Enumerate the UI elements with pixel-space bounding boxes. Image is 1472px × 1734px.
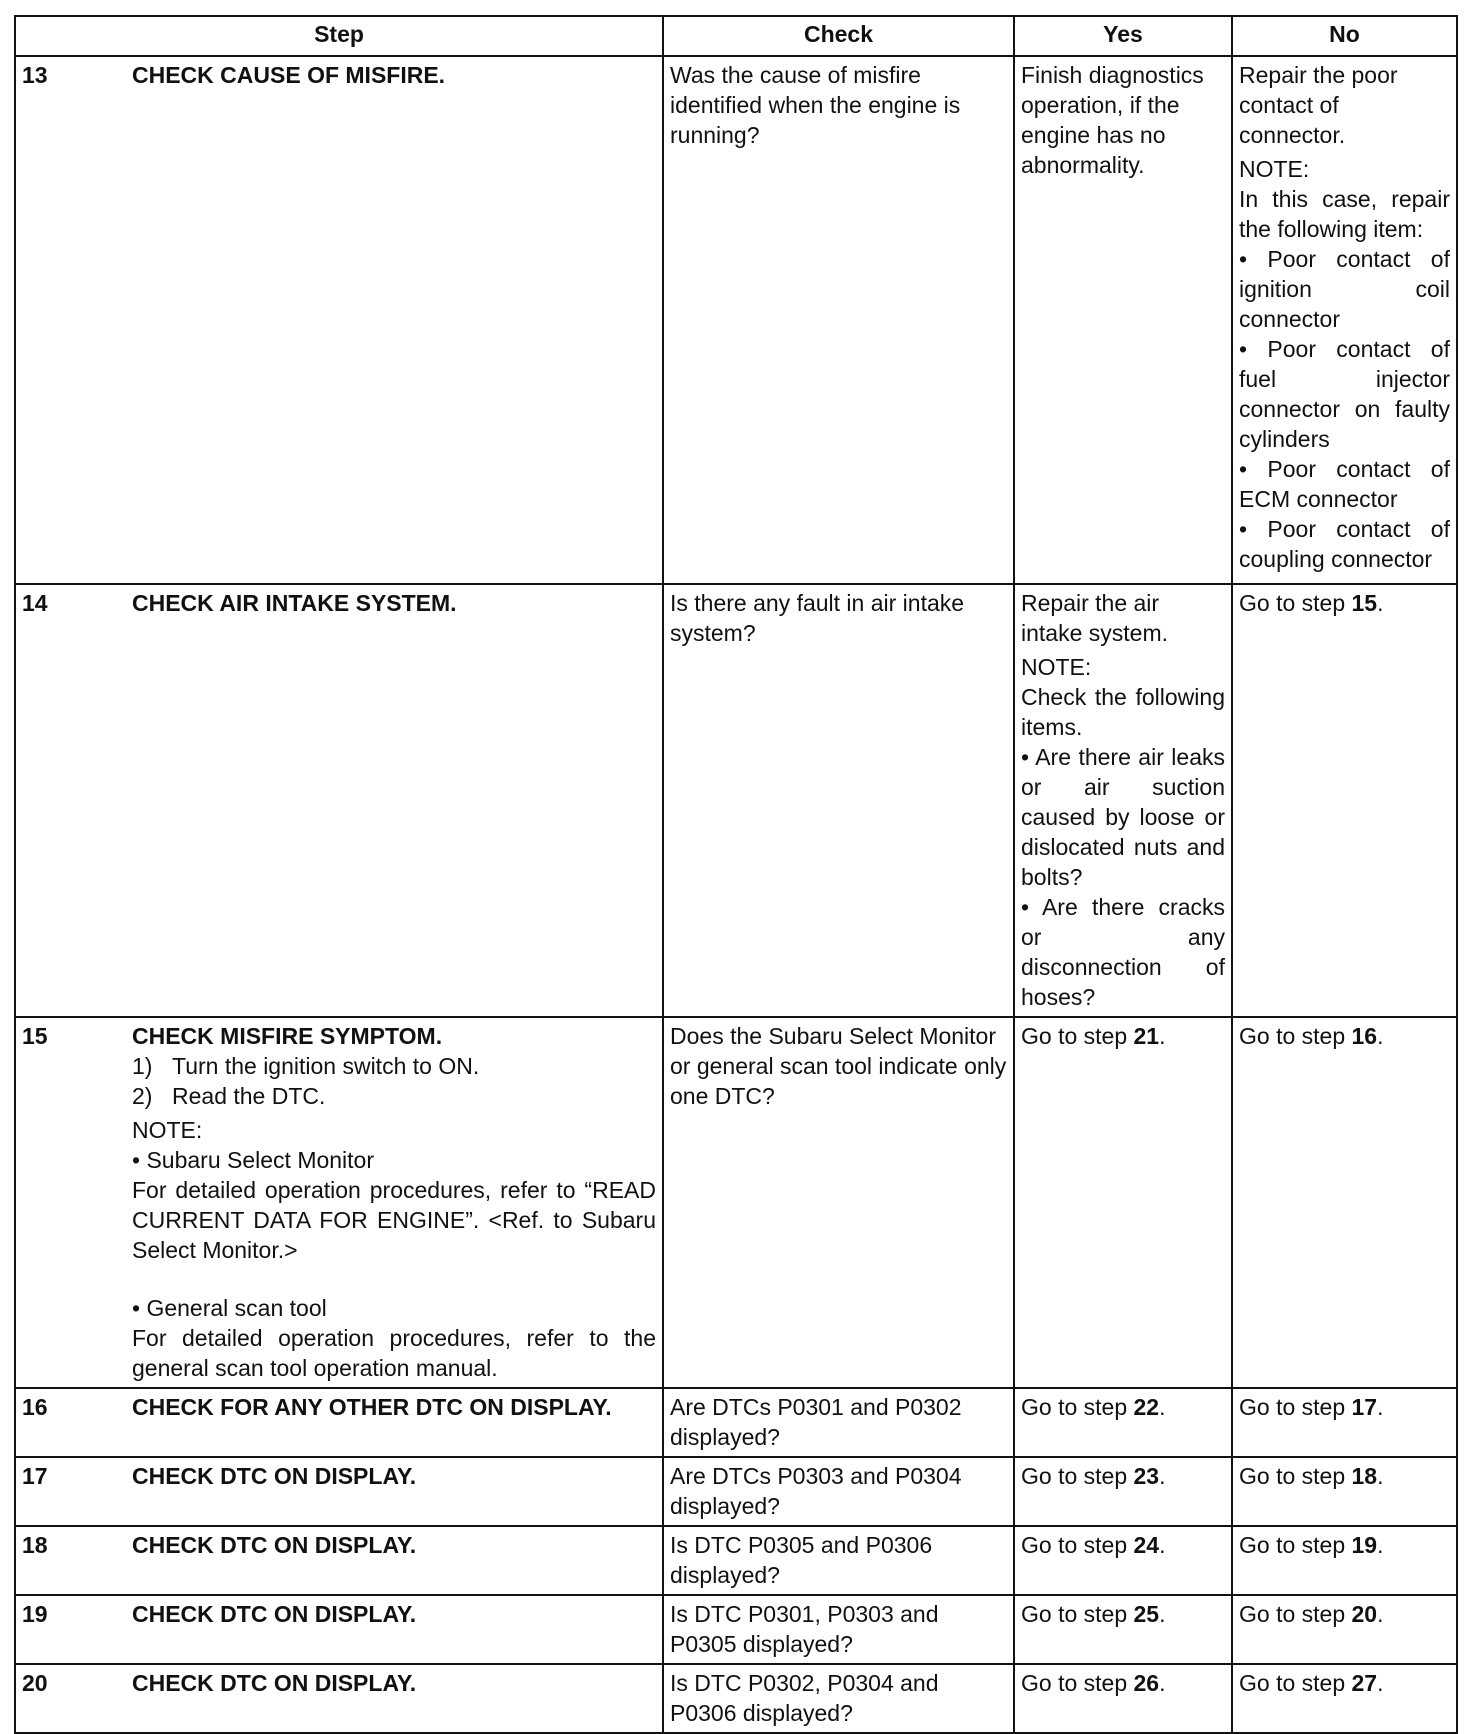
note-bullet: • Are there cracks or any disconnection of hoses? bbox=[1021, 894, 1225, 1010]
yes-cell bbox=[1014, 1664, 1232, 1733]
yes-cell bbox=[1014, 584, 1232, 1017]
step-title: CHECK DTC ON DISPLAY. bbox=[132, 1601, 417, 1627]
procedure-text: Read the DTC. bbox=[172, 1083, 326, 1109]
yes-cell: Finish diagnostics operation, if the engine has no abnormality. bbox=[1014, 56, 1232, 584]
note-label: NOTE: bbox=[1239, 156, 1310, 182]
goto-step-link: 21 bbox=[1133, 1023, 1160, 1049]
step-title: CHECK FOR ANY OTHER DTC ON DISPLAY. bbox=[132, 1394, 612, 1420]
step-title: CHECK DTC ON DISPLAY. bbox=[132, 1532, 417, 1558]
note-label: NOTE: bbox=[1021, 654, 1092, 680]
note-label: NOTE: bbox=[132, 1117, 203, 1143]
goto-step-link: 19 bbox=[1351, 1532, 1378, 1558]
table-row bbox=[15, 1457, 1457, 1526]
goto-suffix: . bbox=[1159, 1463, 1166, 1489]
note-intro: In this case, repair the following item: bbox=[1239, 186, 1450, 242]
procedure-number: 2) bbox=[132, 1083, 153, 1109]
step-title: CHECK DTC ON DISPLAY. bbox=[132, 1670, 417, 1696]
step-title: CHECK AIR INTAKE SYSTEM. bbox=[132, 590, 457, 616]
check-cell: Are DTCs P0301 and P0302 displayed? bbox=[663, 1388, 1014, 1457]
goto-suffix: . bbox=[1159, 1532, 1166, 1558]
note-bullet: • Subaru Select Monitor bbox=[132, 1147, 375, 1173]
note-bullet: • Are there air leaks or air suction caused by loose or dislocated nuts and bolts? bbox=[1021, 744, 1225, 890]
goto-suffix: . bbox=[1377, 1601, 1384, 1627]
step-number: 15 bbox=[22, 1023, 48, 1049]
step-cell bbox=[15, 1526, 663, 1595]
goto-step-link: 22 bbox=[1133, 1394, 1160, 1420]
step-cell bbox=[15, 1017, 663, 1388]
check-cell: Are DTCs P0303 and P0304 displayed? bbox=[663, 1457, 1014, 1526]
goto-suffix: . bbox=[1377, 1023, 1384, 1049]
no-text: Repair the poor contact of connector. bbox=[1239, 62, 1398, 148]
step-cell bbox=[15, 1457, 663, 1526]
note-bullet: • General scan tool bbox=[132, 1295, 327, 1321]
table-row bbox=[15, 56, 1457, 584]
goto-step-link: 26 bbox=[1133, 1670, 1160, 1696]
yes-cell bbox=[1014, 1457, 1232, 1526]
yes-cell bbox=[1014, 1017, 1232, 1388]
yes-cell bbox=[1014, 1595, 1232, 1664]
step-cell bbox=[15, 1388, 663, 1457]
procedure-number: 1) bbox=[132, 1053, 153, 1079]
note-text: For detailed operation procedures, refer to “READ CURRENT DATA FOR ENGINE”. <Ref. to Subaru Select Monitor.> bbox=[132, 1177, 656, 1263]
goto-suffix: . bbox=[1377, 1463, 1384, 1489]
check-cell: Is DTC P0305 and P0306 displayed? bbox=[663, 1526, 1014, 1595]
step-title: CHECK DTC ON DISPLAY. bbox=[132, 1463, 417, 1489]
goto-step-link: 15 bbox=[1351, 590, 1378, 616]
step-cell bbox=[15, 584, 663, 1017]
check-cell: Does the Subaru Select Monitor or general scan tool indicate only one DTC? bbox=[663, 1017, 1014, 1388]
check-cell: Is DTC P0301, P0303 and P0305 displayed? bbox=[663, 1595, 1014, 1664]
check-cell: Is there any fault in air intake system? bbox=[663, 584, 1014, 1017]
step-cell bbox=[15, 1664, 663, 1733]
header-check: Check bbox=[663, 16, 1014, 56]
goto-step-link: 17 bbox=[1351, 1394, 1378, 1420]
goto-prefix: Go to step bbox=[1239, 1670, 1352, 1696]
goto-step-link: 27 bbox=[1351, 1670, 1378, 1696]
procedure-item bbox=[132, 1081, 656, 1111]
goto-prefix: Go to step bbox=[1239, 1601, 1352, 1627]
check-cell: Is DTC P0302, P0304 and P0306 displayed? bbox=[663, 1664, 1014, 1733]
table-row bbox=[15, 1388, 1457, 1457]
yes-text: Repair the air intake system. bbox=[1021, 590, 1168, 646]
goto-step-link: 24 bbox=[1133, 1532, 1160, 1558]
goto-prefix: Go to step bbox=[1239, 1023, 1352, 1049]
step-title: CHECK CAUSE OF MISFIRE. bbox=[132, 62, 446, 88]
goto-prefix: Go to step bbox=[1239, 590, 1352, 616]
header-row bbox=[15, 16, 1457, 56]
goto-prefix: Go to step bbox=[1239, 1463, 1352, 1489]
header-no: No bbox=[1232, 16, 1457, 56]
no-cell bbox=[1232, 1457, 1457, 1526]
goto-step-link: 25 bbox=[1133, 1601, 1160, 1627]
procedure-item bbox=[132, 1051, 656, 1081]
table-row bbox=[15, 1526, 1457, 1595]
note-bullet: • Poor contact of fuel injector connector on faulty cylinders bbox=[1239, 336, 1450, 452]
goto-suffix: . bbox=[1377, 1670, 1384, 1696]
header-step: Step bbox=[15, 16, 663, 56]
goto-suffix: . bbox=[1377, 1394, 1384, 1420]
table-row bbox=[15, 1017, 1457, 1388]
note-intro: Check the following items. bbox=[1021, 684, 1225, 740]
note-bullet: • Poor contact of ECM connector bbox=[1239, 456, 1450, 512]
note-text: For detailed operation procedures, refer to the general scan tool operation manual. bbox=[132, 1325, 656, 1381]
procedure-text: Turn the ignition switch to ON. bbox=[172, 1053, 480, 1079]
table-row bbox=[15, 1595, 1457, 1664]
goto-prefix: Go to step bbox=[1239, 1532, 1352, 1558]
goto-prefix: Go to step bbox=[1021, 1601, 1134, 1627]
goto-step-link: 20 bbox=[1351, 1601, 1378, 1627]
no-cell bbox=[1232, 584, 1457, 1017]
step-cell bbox=[15, 1595, 663, 1664]
goto-prefix: Go to step bbox=[1021, 1023, 1134, 1049]
step-number: 14 bbox=[22, 590, 48, 616]
no-cell bbox=[1232, 1017, 1457, 1388]
step-cell bbox=[15, 56, 663, 584]
table-row bbox=[15, 1664, 1457, 1733]
step-title: CHECK MISFIRE SYMPTOM. bbox=[132, 1023, 443, 1049]
goto-suffix: . bbox=[1159, 1023, 1166, 1049]
goto-suffix: . bbox=[1159, 1394, 1166, 1420]
note-bullet: • Poor contact of ignition coil connector bbox=[1239, 246, 1450, 332]
diagnostic-table bbox=[14, 15, 1458, 1734]
note-bullet: • Poor contact of coupling connector bbox=[1239, 516, 1450, 572]
no-cell bbox=[1232, 1595, 1457, 1664]
no-cell bbox=[1232, 1664, 1457, 1733]
check-cell: Was the cause of misfire identified when the engine is running? bbox=[663, 56, 1014, 584]
goto-step-link: 16 bbox=[1351, 1023, 1378, 1049]
goto-suffix: . bbox=[1377, 1532, 1384, 1558]
header-yes: Yes bbox=[1014, 16, 1232, 56]
goto-suffix: . bbox=[1159, 1670, 1166, 1696]
goto-prefix: Go to step bbox=[1021, 1532, 1134, 1558]
no-cell bbox=[1232, 1526, 1457, 1595]
goto-suffix: . bbox=[1159, 1601, 1166, 1627]
goto-step-link: 23 bbox=[1133, 1463, 1160, 1489]
step-number: 19 bbox=[22, 1601, 48, 1627]
step-number: 13 bbox=[22, 62, 48, 88]
no-cell bbox=[1232, 1388, 1457, 1457]
yes-cell bbox=[1014, 1388, 1232, 1457]
goto-prefix: Go to step bbox=[1239, 1394, 1352, 1420]
no-cell bbox=[1232, 56, 1457, 584]
step-number: 16 bbox=[22, 1394, 48, 1420]
yes-cell bbox=[1014, 1526, 1232, 1595]
goto-step-link: 18 bbox=[1351, 1463, 1378, 1489]
goto-suffix: . bbox=[1377, 590, 1384, 616]
step-number: 17 bbox=[22, 1463, 48, 1489]
goto-prefix: Go to step bbox=[1021, 1463, 1134, 1489]
step-number: 20 bbox=[22, 1670, 48, 1696]
goto-prefix: Go to step bbox=[1021, 1394, 1134, 1420]
table-row bbox=[15, 584, 1457, 1017]
step-number: 18 bbox=[22, 1532, 48, 1558]
goto-prefix: Go to step bbox=[1021, 1670, 1134, 1696]
